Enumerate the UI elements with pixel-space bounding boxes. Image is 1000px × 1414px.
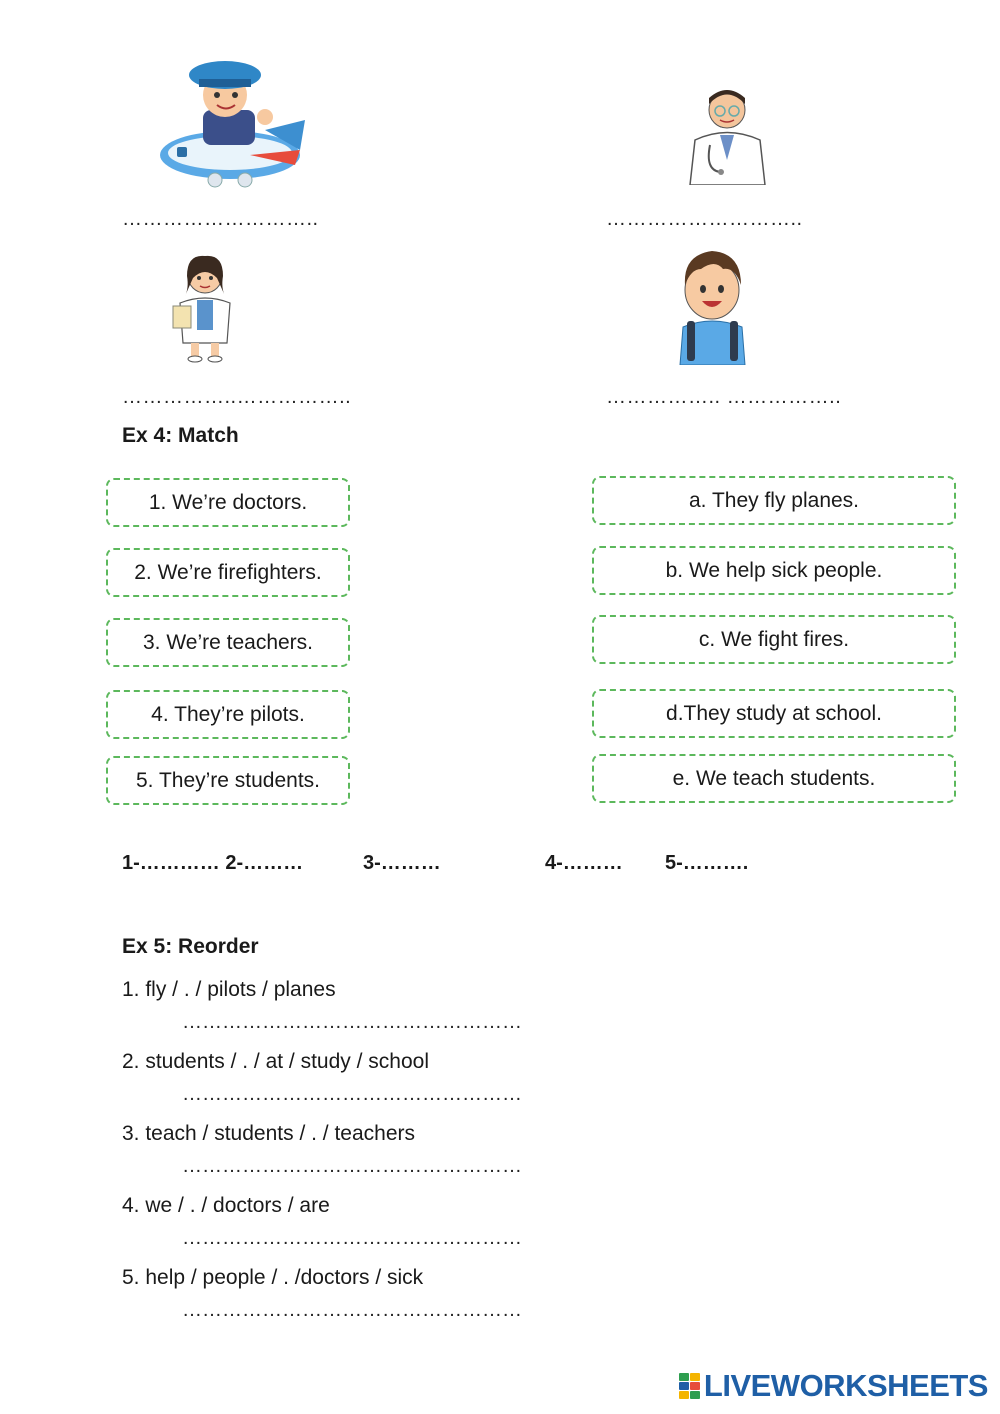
nurse-image (165, 248, 245, 363)
match-left-3[interactable]: 3. We’re teachers. (106, 618, 350, 667)
doctor-answer-blank[interactable]: ……………………….. (606, 208, 803, 230)
reorder-answer-5[interactable]: …………………………………………… (182, 1299, 522, 1321)
reorder-question-3: 3. teach / students / . / teachers (122, 1122, 415, 1145)
match-right-d[interactable]: d.They study at school. (592, 689, 956, 738)
reorder-question-5: 5. help / people / . /doctors / sick (122, 1266, 424, 1289)
pilot-answer-blank[interactable]: ……………………….. (122, 208, 319, 230)
liveworksheets-logo (679, 1368, 988, 1404)
reorder-answer-3[interactable]: …………………………………………… (182, 1155, 522, 1177)
student-answer-blank[interactable]: …………….. …………….. (606, 386, 842, 408)
reorder-answer-2[interactable]: …………………………………………… (182, 1083, 522, 1105)
ex5-title: Ex 5: Reorder (122, 935, 259, 958)
student-image (675, 245, 750, 365)
match-answer-3[interactable]: 3-……… (363, 852, 441, 874)
liveworksheets-icon (679, 1373, 700, 1399)
ex4-title: Ex 4: Match (122, 424, 239, 447)
pilot-image (155, 55, 310, 190)
match-answer-5[interactable]: 5-………. (665, 852, 749, 874)
doctor-image (680, 80, 775, 185)
match-answer-4[interactable]: 4-……… (545, 852, 623, 874)
reorder-question-1: 1. fly / . / pilots / planes (122, 978, 336, 1001)
match-left-1[interactable]: 1. We’re doctors. (106, 478, 350, 527)
reorder-answer-1[interactable]: …………………………………………… (182, 1011, 522, 1033)
match-right-a[interactable]: a. They fly planes. (592, 476, 956, 525)
match-right-c[interactable]: c. We fight fires. (592, 615, 956, 664)
match-left-4[interactable]: 4. They’re pilots. (106, 690, 350, 739)
nurse-answer-blank[interactable]: ……………..…………….. (122, 386, 352, 408)
match-left-5[interactable]: 5. They’re students. (106, 756, 350, 805)
match-right-e[interactable]: e. We teach students. (592, 754, 956, 803)
reorder-answer-4[interactable]: …………………………………………… (182, 1227, 522, 1249)
match-answer-1-2[interactable]: 1-………… 2-……… (122, 852, 304, 874)
reorder-question-4: 4. we / . / doctors / are (122, 1194, 330, 1217)
match-left-2[interactable]: 2. We’re firefighters. (106, 548, 350, 597)
match-right-b[interactable]: b. We help sick people. (592, 546, 956, 595)
reorder-question-2: 2. students / . / at / study / school (122, 1050, 429, 1073)
brand-text: LIVEWORKSHEETS (703, 1368, 988, 1403)
